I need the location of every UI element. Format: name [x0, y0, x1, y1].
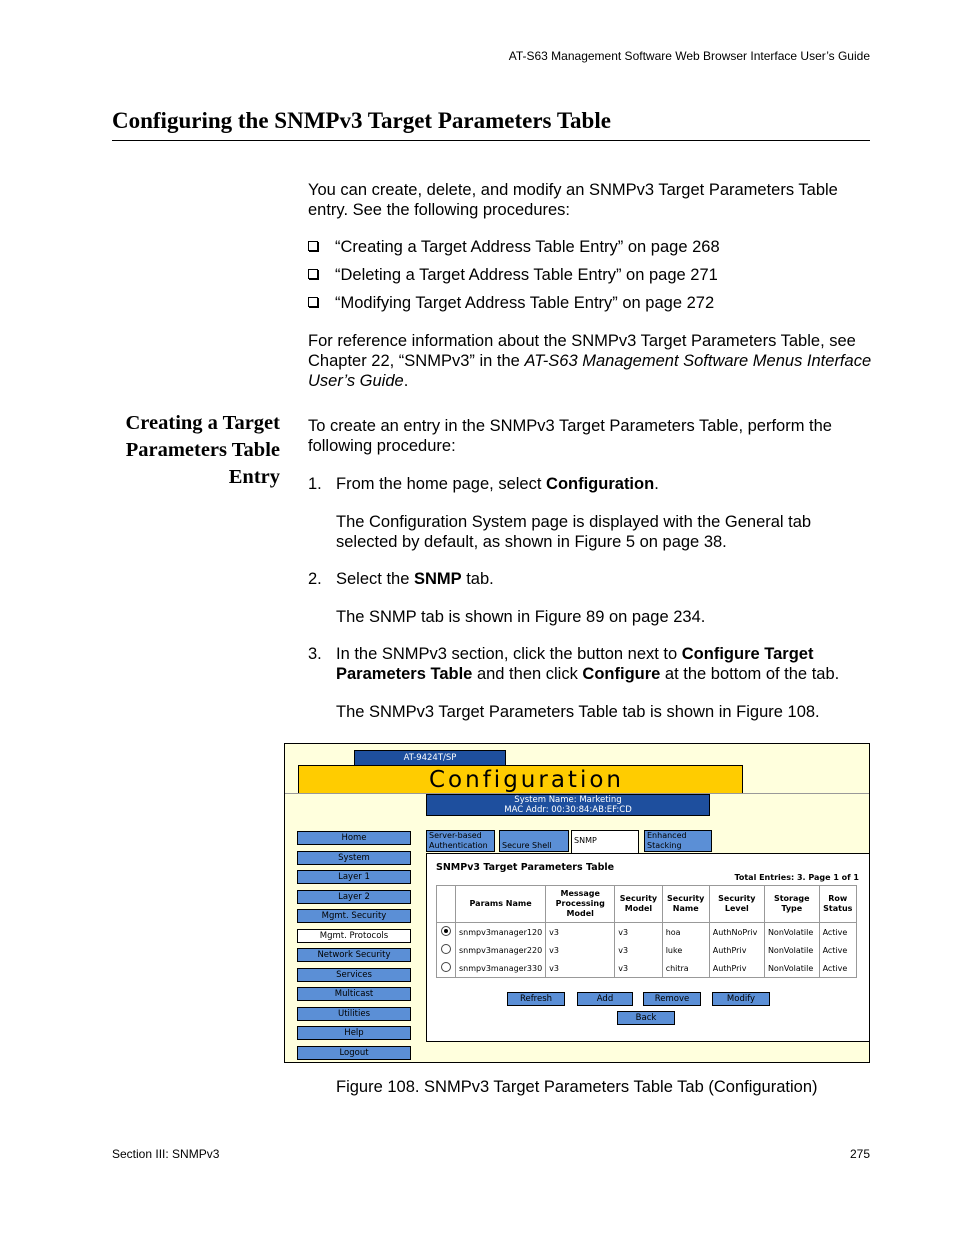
nav-logout[interactable]: Logout: [297, 1046, 411, 1060]
table-row: [437, 923, 857, 942]
bullet-link[interactable]: “Creating a Target Address Table Entry” on page 268: [335, 238, 720, 256]
table-cell: v3: [546, 959, 615, 978]
refresh-button[interactable]: Refresh: [507, 992, 565, 1006]
tab-snmp[interactable]: [571, 830, 639, 854]
tab-label: Secure Shell: [502, 841, 552, 850]
title-rule: [112, 140, 870, 141]
table-row: [437, 959, 857, 978]
radio-button[interactable]: [441, 962, 451, 972]
nav-mgmt-protocols[interactable]: Mgmt. Protocols: [297, 929, 411, 943]
table-cell: snmpv3manager330: [456, 959, 546, 978]
table-row: [437, 941, 857, 959]
table-cell: v3: [546, 941, 615, 959]
tab-server-auth[interactable]: [426, 830, 495, 852]
radio-button[interactable]: [441, 926, 451, 936]
section-heading-line: Creating a Target: [125, 412, 280, 434]
checkbox-bullet-icon: [308, 269, 318, 279]
table-cell: AuthPriv: [709, 959, 764, 978]
modify-button[interactable]: Modify: [712, 992, 770, 1006]
step-3-note: The SNMPv3 Target Parameters Table tab is shown in Figure 108.: [336, 703, 820, 721]
page-number: 275: [849, 1147, 870, 1161]
bullet-item: [308, 265, 718, 285]
reference-text: For reference information about the SNMPv3 Target Parameters Table, see Chapter 22, “SNMPv3” in the: [308, 332, 856, 370]
back-button[interactable]: Back: [617, 1011, 675, 1025]
section-intro: To create an entry in the SNMPv3 Target Parameters Table, perform the following procedure:: [308, 417, 832, 455]
banner-text: Configuration: [429, 767, 624, 793]
step-3: [308, 644, 873, 684]
system-name: System Name: Marketing: [514, 795, 622, 805]
tab-label: Authentication: [429, 841, 488, 850]
step-text: In the SNMPv3 section, click the button next to: [336, 645, 682, 663]
column-header: Row Status: [819, 886, 856, 923]
nav-layer-1[interactable]: Layer 1: [297, 870, 411, 884]
mac-address: MAC Addr: 00:30:84:AB:EF:CD: [504, 805, 632, 815]
model-label: AT-9424T/SP: [354, 750, 506, 766]
row-select[interactable]: [437, 959, 456, 978]
section-heading-line: Parameters Table: [125, 439, 280, 461]
nav-services[interactable]: Services: [297, 968, 411, 982]
tab-label: Enhanced: [647, 831, 687, 840]
step-text: and then click: [472, 665, 583, 683]
remove-button[interactable]: Remove: [643, 992, 701, 1006]
column-header: [437, 886, 456, 923]
step-1: [308, 474, 873, 494]
add-button[interactable]: Add: [577, 992, 633, 1006]
radio-button[interactable]: [441, 944, 451, 954]
running-header: AT-S63 Management Software Web Browser Interface User’s Guide: [508, 49, 870, 63]
snmp-panel: [426, 853, 870, 1042]
bullet-link[interactable]: “Deleting a Target Address Table Entry” on page 271: [335, 266, 718, 284]
table-cell: v3: [546, 923, 615, 942]
total-entries: Total Entries: 3. Page 1 of 1: [734, 873, 859, 882]
tab-label: SNMP: [574, 836, 597, 845]
panel-title: SNMPv3 Target Parameters Table: [436, 862, 615, 873]
table-header: [437, 886, 857, 923]
figure-screenshot: [284, 743, 870, 1063]
table-cell: v3: [615, 959, 662, 978]
table-cell: luke: [662, 941, 709, 959]
tab-enhanced-stacking[interactable]: [644, 830, 712, 852]
table-cell: Active: [819, 923, 856, 942]
table-cell: Active: [819, 941, 856, 959]
checkbox-bullet-icon: [308, 241, 318, 251]
table-cell: AuthPriv: [709, 941, 764, 959]
step-2: [308, 569, 873, 589]
tab-secure-shell[interactable]: [499, 830, 569, 852]
step-text: tab.: [461, 570, 494, 588]
table-cell: NonVolatile: [764, 941, 819, 959]
table-cell: Active: [819, 959, 856, 978]
nav-mgmt-security[interactable]: Mgmt. Security: [297, 909, 411, 923]
step-number: 2.: [308, 570, 322, 588]
table-cell: snmpv3manager120: [456, 923, 546, 942]
column-header: Security Name: [662, 886, 709, 923]
column-header: Security Level: [709, 886, 764, 923]
step-bold: Configure Target Parameters Table: [336, 645, 814, 683]
step-text: Select the: [336, 570, 414, 588]
column-header: Params Name: [456, 886, 546, 923]
reference-suffix: .: [403, 372, 409, 390]
step-text: From the home page, select: [336, 475, 547, 493]
column-header: Storage Type: [764, 886, 819, 923]
section-heading-line: Entry: [228, 466, 280, 488]
footer-section: Section III: SNMPv3: [112, 1147, 220, 1161]
checkbox-bullet-icon: [308, 297, 318, 307]
nav-system[interactable]: System: [297, 851, 411, 865]
table-cell: NonVolatile: [764, 923, 819, 942]
step-number: 3.: [308, 645, 322, 663]
reference-paragraph: [308, 331, 873, 391]
nav-network-security[interactable]: Network Security: [297, 948, 411, 962]
tab-label: Stacking: [647, 841, 682, 850]
table-cell: AuthNoPriv: [709, 923, 764, 942]
step-bold: Configuration: [546, 475, 655, 493]
bullet-link[interactable]: “Modifying Target Address Table Entry” on page 272: [335, 294, 715, 312]
table-cell: hoa: [662, 923, 709, 942]
intro-paragraph: You can create, delete, and modify an SNMPv3 Target Parameters Table entry. See the following procedures:: [308, 181, 838, 219]
step-text: at the bottom of the tab.: [660, 665, 840, 683]
section-heading: [112, 410, 280, 491]
nav-utilities[interactable]: Utilities: [297, 1007, 411, 1021]
params-table: [436, 885, 857, 978]
reference-book-title: AT-S63 Management Software Menus Interface User’s Guide: [308, 352, 872, 390]
table-cell: chitra: [662, 959, 709, 978]
row-select[interactable]: [437, 941, 456, 959]
figure-caption: Figure 108. SNMPv3 Target Parameters Table Tab (Configuration): [336, 1078, 818, 1096]
column-header: Message Processing Model: [546, 886, 615, 923]
bullet-item: [308, 237, 720, 257]
nav-help[interactable]: Help: [297, 1026, 411, 1040]
column-header: Security Model: [615, 886, 662, 923]
table-cell: v3: [615, 923, 662, 942]
table-cell: snmpv3manager220: [456, 941, 546, 959]
table-cell: NonVolatile: [764, 959, 819, 978]
bullet-item: [308, 293, 714, 313]
tab-label: Server-based: [429, 831, 482, 840]
system-info: [426, 794, 710, 816]
nav-home[interactable]: Home: [297, 831, 411, 845]
nav-layer-2[interactable]: Layer 2: [297, 890, 411, 904]
step-text: .: [654, 475, 659, 493]
step-bold: SNMP: [413, 570, 462, 588]
row-select[interactable]: [437, 923, 456, 942]
step-bold: Configure: [582, 665, 661, 683]
configuration-banner: [298, 765, 743, 794]
step-1-note: The Configuration System page is displayed with the General tab selected by default, as shown in Figure 5 on page 38.: [336, 513, 812, 551]
tab-label: [502, 831, 568, 841]
page-title: Configuring the SNMPv3 Target Parameters Table: [112, 108, 611, 133]
step-number: 1.: [308, 475, 322, 493]
nav-multicast[interactable]: Multicast: [297, 987, 411, 1001]
step-2-note: The SNMP tab is shown in Figure 89 on page 234.: [336, 608, 706, 626]
table-cell: v3: [615, 941, 662, 959]
